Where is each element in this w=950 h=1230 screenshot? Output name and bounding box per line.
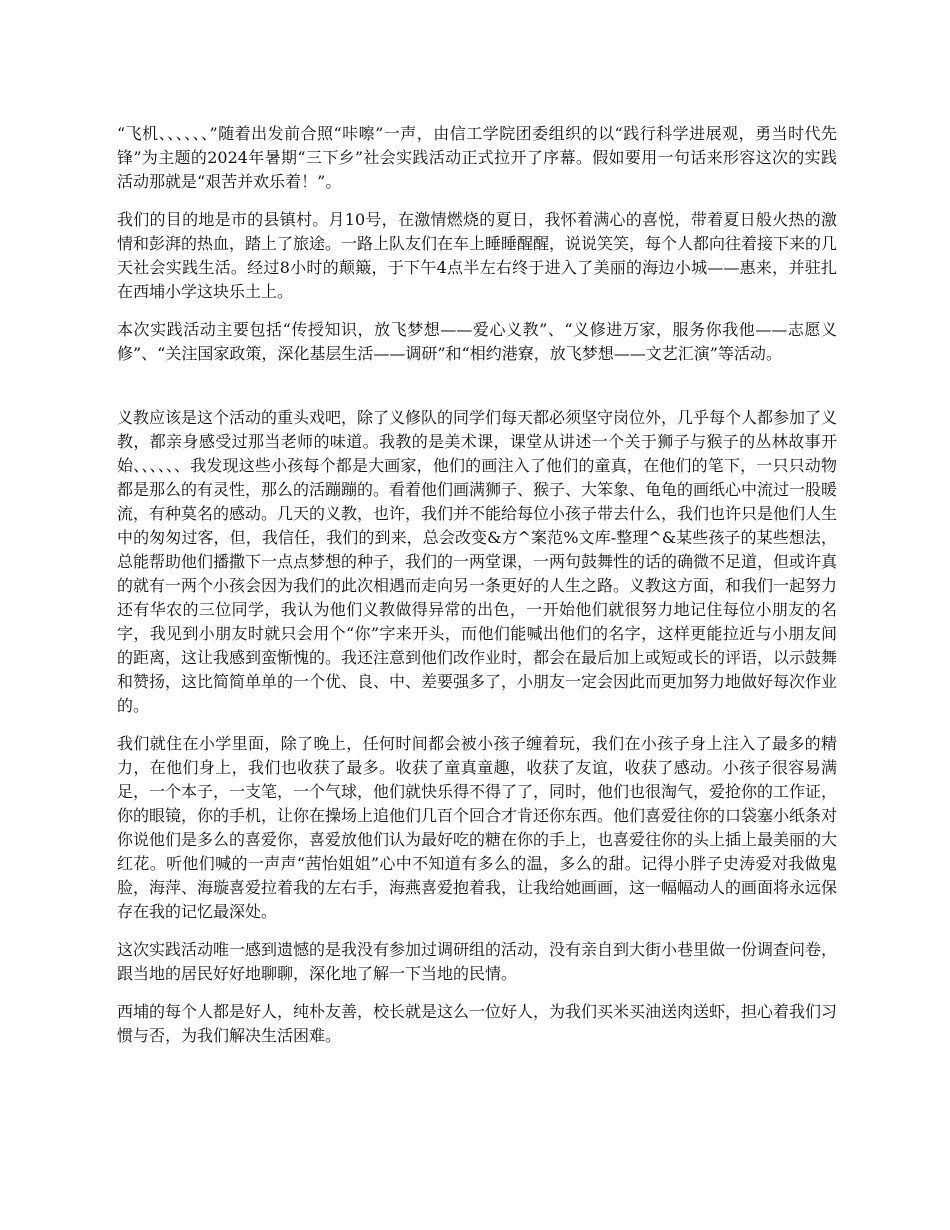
- paragraph-teaching: 义教应该是这个活动的重头戏吧，除了义修队的同学们每天都必须坚守岗位外，几乎每个人都参加了义教，都亲身感受过那当老师的味道。我教的是美术课，课堂从讲述一个关于狮子与猴子的丛林故事开始、、、、、、我发现这些小孩每个都是大画家，他们的画注入了他们的童真，在他们的笔下，一只只动物都是那么的有灵性，那么的活蹦蹦的。看着他们画满狮子、猴子、大笨象、龟龟的画纸心中流过一股暖流，有种莫名的感动。几天的义教，也许，我们并不能给每位小孩子带去什么，我们也许只是他们人生中的匆匆过客，但，我信任，我们的到来，总会改变&方^案范%文库-整理^&某些孩子的某些想法，总能帮助他们播撒下一点点梦想的种子，我们的一两堂课，一两句鼓舞性的话的确微不足道，但或许真的就有一两个小孩会因为我们的此次相遇而走向另一条更好的人生之路。义教这方面，和我们一起努力还有华农的三位同学，我认为他们义教做得异常的出色，一开始他们就很努力地记住每位小朋友的名字，我见到小朋友时就只会用个“你”字来开头，而他们能喊出他们的名字，这样更能拉近与小朋友间的距离，这让我感到蛮惭愧的。我还注意到他们改作业时，都会在最后加上或短或长的评语，以示鼓舞和赞扬，这比简简单单的一个优、良、中、差要强多了，小朋友一定会因此而更加努力地做好每次作业的。: [117, 408, 838, 715]
- paragraph-intro: “飞机、、、、、、”随着出发前合照“咔嚓”一声，由信工学院团委组织的以“践行科学进展观，勇当时代先锋”为主题的2024年暑期“三下乡”社会实践活动正式拉开了序幕。假如要用一句话来形容这次的实践活动那就是“艰苦并欢乐着！”。: [117, 124, 837, 191]
- paragraph-destination: 我们的目的地是市的县镇村。月10号，在激情燃烧的夏日，我怀着满心的喜悦，带着夏日般火热的激情和彭湃的热血，踏上了旅途。一路上队友们在车上睡睡醒醒，说说笑笑，每个人都向往着接下来的几天社会实践生活。经过8小时的颠簸，于下午4点半左右终于进入了美丽的海边小城——惠来，并驻扎在西埔小学这块乐土上。: [117, 210, 838, 301]
- paragraph-xipu-people: 西埔的每个人都是好人，纯朴友善，校长就是这么一位好人，为我们买米买油送肉送虾，担心着我们习惯与否，为我们解决生活困难。: [117, 1002, 838, 1045]
- paragraph-regret: 这次实践活动唯一感到遗憾的是我没有参加过调研组的活动，没有亲自到大街小巷里做一份调查问卷，跟当地的居民好好地聊聊，深化地了解一下当地的民情。: [117, 940, 838, 983]
- document-body: [117, 122, 837, 1062]
- paragraph-activities: 本次实践活动主要包括“传授知识，放飞梦想——爱心义教”、“义修进万家，服务你我他——志愿义修”、“关注国家政策，深化基层生活——调研”和“相约港寮，放飞梦想——文艺汇演”等活动。: [117, 320, 837, 363]
- paragraph-children: 我们就住在小学里面，除了晚上，任何时间都会被小孩子缠着玩，我们在小孩子身上注入了最多的精力，在他们身上，我们也收获了最多。收获了童真童趣，收获了友谊，收获了感动。小孩子很容易满足，一个本子，一支笔，一个气球，他们就快乐得不得了了，同时，他们也很淘气，爱抢你的工作证，你的眼镜，你的手机，让你在操场上追他们几百个回合才肯还你东西。他们喜爱往你的口袋塞小纸条对你说他们是多么的喜爱你，喜爱放他们认为最好吃的糖在你的手上，也喜爱往你的头上插上最美丽的大红花。听他们喊的一声声“茜怡姐姐”心中不知道有多么的温，多么的甜。记得小胖子史涛爱对我做鬼脸，海萍、海璇喜爱拉着我的左右手，海燕喜爱抱着我，让我给她画画，这一幅幅动人的画面将永远保存在我的记忆最深处。: [117, 734, 838, 921]
